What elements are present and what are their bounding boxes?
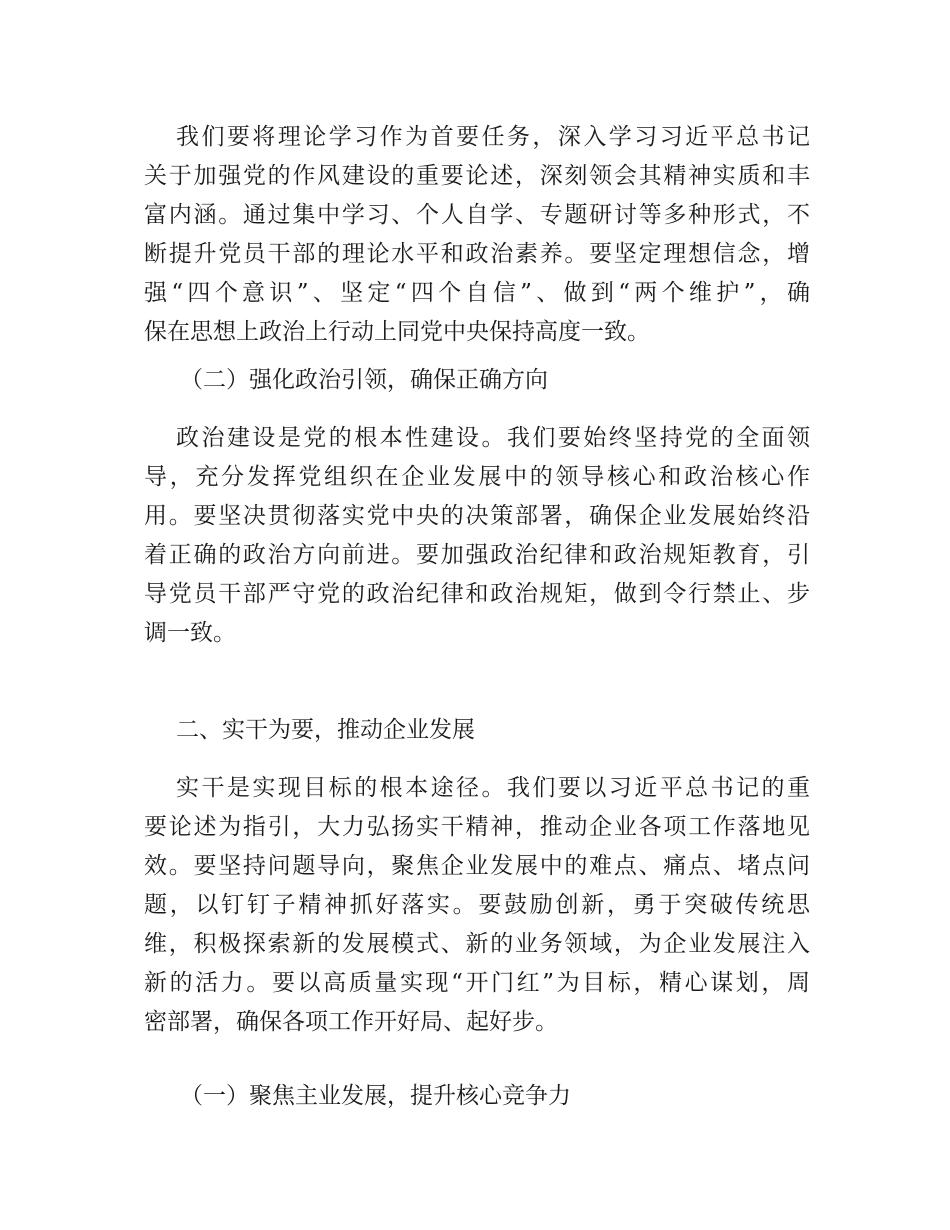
paragraph-line: 用。要坚决贯彻落实党中央的决策部署，确保企业发展始终沿 bbox=[144, 503, 810, 529]
paragraph-line: 富内涵。通过集中学习、个人自学、专题研讨等多种形式，不 bbox=[144, 202, 810, 228]
paragraph-practical-work bbox=[144, 769, 810, 1042]
paragraph-line: 调一致。 bbox=[144, 620, 236, 646]
paragraph-line: 导，充分发挥党组织在企业发展中的领导核心和政治核心作 bbox=[144, 464, 810, 490]
section-heading-core-business bbox=[144, 1077, 810, 1116]
paragraph-line: 实干是实现目标的根本途径。我们要以习近平总书记的重 bbox=[176, 775, 810, 801]
paragraph-line: 强“四个意识”、坚定“四个自信”、做到“两个维护”，确 bbox=[144, 280, 810, 306]
section-heading-practical-work bbox=[144, 711, 810, 750]
heading-text: 二、实干为要，推动企业发展 bbox=[176, 717, 475, 743]
paragraph-line: 题，以钉钉子精神抓好落实。要鼓励创新，勇于突破传统思 bbox=[144, 892, 810, 918]
paragraph-line: 新的活力。要以高质量实现“开门红”为目标，精心谋划，周 bbox=[144, 970, 810, 996]
paragraph-line: 维，积极探索新的发展模式、新的业务领域，为企业发展注入 bbox=[144, 931, 810, 957]
heading-text: （一）聚焦主业发展，提升核心竞争力 bbox=[180, 1083, 571, 1109]
paragraph-line: 要论述为指引，大力弘扬实干精神，推动企业各项工作落地见 bbox=[144, 814, 810, 840]
paragraph-line: 导党员干部严守党的政治纪律和政治规矩，做到令行禁止、步 bbox=[144, 581, 810, 607]
paragraph-theory-study bbox=[144, 118, 810, 352]
paragraph-political-construction bbox=[144, 419, 810, 653]
paragraph-line: 效。要坚持问题导向，聚焦企业发展中的难点、痛点、堵点问 bbox=[144, 853, 810, 879]
paragraph-line: 断提升党员干部的理论水平和政治素养。要坚定理想信念，增 bbox=[144, 241, 810, 267]
heading-text: （二）强化政治引领，确保正确方向 bbox=[180, 367, 548, 393]
paragraph-line: 密部署，确保各项工作开好局、起好步。 bbox=[144, 1009, 558, 1035]
section-heading-political-guidance bbox=[144, 361, 810, 400]
paragraph-line: 我们要将理论学习作为首要任务，深入学习习近平总书记 bbox=[176, 124, 810, 150]
paragraph-line: 保在思想上政治上行动上同党中央保持高度一致。 bbox=[144, 319, 650, 345]
paragraph-line: 关于加强党的作风建设的重要论述，深刻领会其精神实质和丰 bbox=[144, 163, 810, 189]
paragraph-line: 着正确的政治方向前进。要加强政治纪律和政治规矩教育，引 bbox=[144, 542, 810, 568]
paragraph-line: 政治建设是党的根本性建设。我们要始终坚持党的全面领 bbox=[176, 425, 810, 451]
